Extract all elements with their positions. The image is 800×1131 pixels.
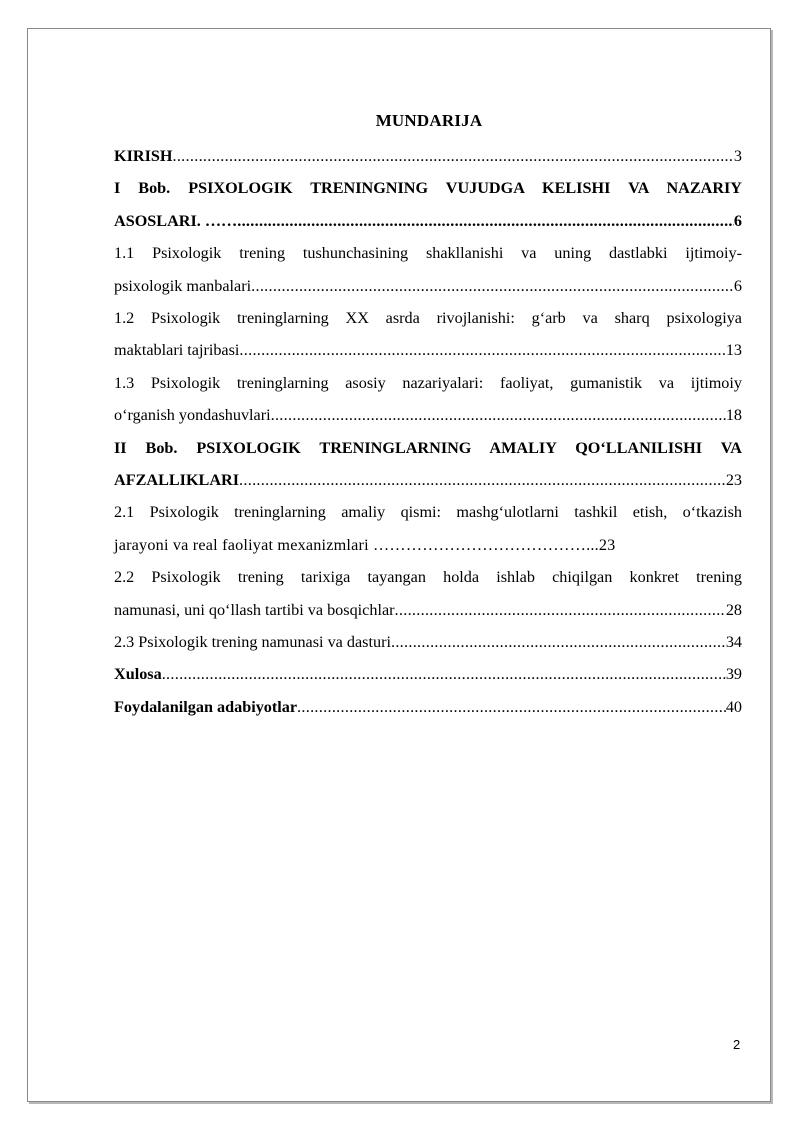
toc-entry-2-2[interactable]	[114, 561, 742, 626]
toc-page-number: 6	[733, 276, 742, 295]
toc-title: MUNDARIJA	[375, 111, 483, 130]
dot-leader	[391, 626, 726, 658]
dot-leader	[297, 691, 726, 723]
toc-entry-heading: 1.1 Psixologik trening tushunchasining shakllanishi va uning dastlabki ijtimoiy-	[114, 244, 742, 263]
toc-entry-label: maktablari tajribasi	[114, 341, 240, 360]
toc-page-number: 34	[725, 632, 742, 651]
toc-page-number: 40	[725, 697, 742, 716]
toc-page-number: 39	[725, 665, 742, 684]
toc-entry-heading: 1.3 Psixologik treninglarning asosiy nazariyalari: faoliyat, gumanistik va ijtimoiy	[114, 373, 742, 392]
toc-entry-1-3[interactable]	[114, 367, 742, 432]
dot-leader	[162, 658, 726, 690]
toc-entry-label: o‘rganish yondashuvlari	[114, 406, 271, 425]
toc-entry-chapter-2[interactable]	[114, 432, 742, 497]
toc-entry-heading: II Bob. PSIXOLOGIK TRENINGLARNING AMALIY QO‘LLANILISHI VA	[114, 438, 742, 457]
toc-page-number: 6	[733, 211, 742, 230]
toc-entry-heading: I Bob. PSIXOLOGIK TRENINGNING VUJUDGA KELISHI VA NAZARIY	[114, 179, 742, 198]
toc-entry-xulosa[interactable]	[114, 658, 742, 690]
toc-page-number: 13	[725, 341, 742, 360]
toc-entry-heading: 1.2 Psixologik treninglarning XX asrda rivojlanishi: g‘arb va sharq psixologiya	[114, 308, 742, 327]
dot-leader	[395, 594, 726, 626]
toc-entry-label: Xulosa	[114, 665, 162, 684]
dot-leader	[237, 205, 734, 237]
toc-entry-label: KIRISH	[114, 147, 173, 165]
page-number: 2	[733, 1037, 741, 1052]
toc-entry-2-3[interactable]	[114, 626, 742, 658]
toc-entry-chapter-1[interactable]	[114, 172, 742, 237]
dot-leader	[251, 270, 734, 302]
toc-page-number: 3	[733, 147, 742, 165]
toc-entry-label: AFZALLIKLARI	[114, 470, 240, 489]
dot-leader	[271, 399, 726, 431]
table-of-contents	[114, 140, 742, 723]
toc-entry-references[interactable]	[114, 691, 742, 723]
toc-entry-1-1[interactable]	[114, 237, 742, 302]
toc-page-number: 28	[725, 600, 742, 619]
toc-entry-label: ASOSLARI. ……	[114, 211, 238, 230]
toc-entry-kirish[interactable]	[114, 140, 742, 172]
dot-leader	[239, 464, 726, 496]
toc-page-number: 23	[725, 470, 742, 489]
toc-entry-label: namunasi, uni qo‘llash tartibi va bosqichlar	[114, 600, 395, 619]
toc-entry-heading: 2.1 Psixologik treninglarning amaliy qismi: mashg‘ulotlarni tashkil etish, o‘tkazish	[114, 503, 742, 522]
toc-entry-label: Foydalanilgan adabiyotlar	[114, 697, 298, 716]
toc-entry-label: 2.3 Psixologik trening namunasi va dasturi	[114, 632, 391, 651]
dot-leader	[239, 334, 725, 366]
toc-entry-label: psixologik manbalari	[114, 276, 252, 295]
toc-entry-heading: 2.2 Psixologik trening tarixiga tayangan holda ishlab chiqilgan konkret trening	[114, 568, 742, 587]
toc-page-number: 18	[725, 406, 742, 425]
dot-leader	[172, 140, 733, 172]
toc-entry-label: jarayoni va real faoliyat mexanizmlari …………………………………...23	[114, 535, 616, 554]
toc-entry-1-2[interactable]	[114, 302, 742, 367]
toc-entry-2-1[interactable]	[114, 496, 742, 561]
